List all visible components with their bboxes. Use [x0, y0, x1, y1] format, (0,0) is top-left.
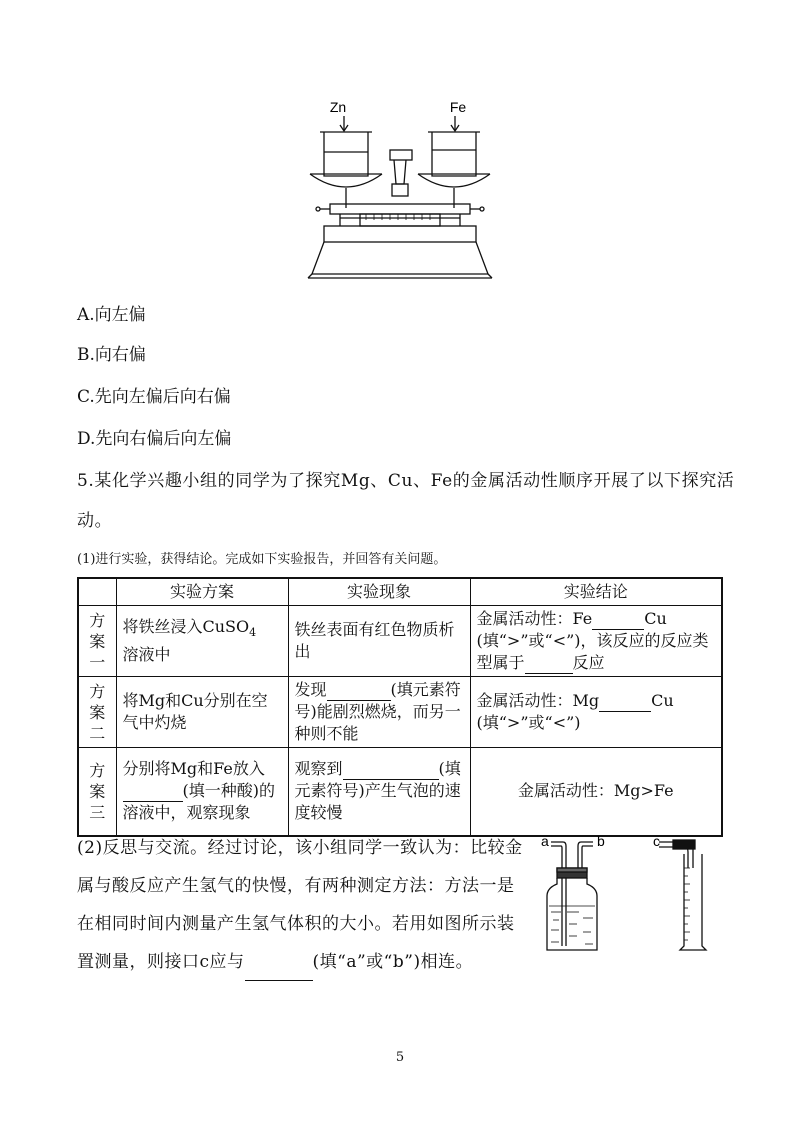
plan-label: 方 案 一: [78, 606, 116, 677]
option-c: C.先向左偏后向右偏: [77, 387, 231, 407]
page-number: 5: [395, 1050, 405, 1065]
fe-label: Fe: [449, 99, 467, 115]
table-row: [78, 748, 722, 836]
conclusion-cell: 金属活动性：Fe Cu (填“>”或“<”)，该反应的反应类型属于 反应: [470, 606, 722, 677]
balance-figure: [300, 92, 500, 287]
answer-blank[interactable]: [592, 611, 644, 630]
table-row: [78, 677, 722, 748]
label-a: a: [541, 833, 549, 849]
answer-blank[interactable]: [245, 962, 313, 981]
phenomenon-cell: 铁丝表面有红色物质析出: [288, 606, 470, 677]
method-cell: 分别将Mg和Fe放入(填一种酸)的溶液中，观察现象: [116, 748, 288, 836]
header-phenomenon: 实验现象: [288, 578, 470, 606]
plan-label: 方 案 二: [78, 677, 116, 748]
answer-blank[interactable]: [599, 693, 651, 712]
phenomenon-cell: 观察到 (填元素符号)产生气泡的速度较慢: [288, 748, 470, 836]
header-method: 实验方案: [116, 578, 288, 606]
question-5-text: 5.某化学兴趣小组的同学为了探究Mg、Cu、Fe的金属活动性顺序开展了以下探究活动。: [77, 471, 735, 531]
phenomenon-cell: 发现 (填元素符号)能剧烈燃烧，而另一种则不能: [288, 677, 470, 748]
experiment-table: [77, 577, 723, 837]
part-2-text: (2)反思与交流。经过讨论，该小组同学一致认为：比较金属与酸反应产生氢气的快慢，有两种测定方法：方法一是在相同时间内测量产生氢气体积的大小。若用如图所示装置测量，则接口c应与 (填“a”或“b”)相连。: [77, 829, 527, 981]
apparatus-figure: [535, 828, 725, 958]
method-cell: 将Mg和Cu分别在空气中灼烧: [116, 677, 288, 748]
zn-label: Zn: [329, 99, 347, 115]
label-c: c: [653, 833, 660, 849]
part-1-instruction: (1)进行实验，获得结论。完成如下实验报告，并回答有关问题。: [77, 552, 447, 567]
conclusion-cell: 金属活动性：Mg>Fe: [470, 748, 722, 836]
option-b: B.向右偏: [77, 345, 146, 365]
header-empty: [78, 578, 116, 606]
table-row: [78, 606, 722, 677]
table-header-row: [78, 578, 722, 606]
header-conclusion: 实验结论: [470, 578, 722, 606]
label-b: b: [597, 833, 605, 849]
option-d: D.先向右偏后向左偏: [77, 429, 232, 449]
plan-label: 方 案 三: [78, 748, 116, 836]
answer-blank[interactable]: [123, 783, 183, 802]
conclusion-cell: 金属活动性：Mg Cu (填“>”或“<”): [470, 677, 722, 748]
answer-blank[interactable]: [327, 682, 391, 701]
answer-blank[interactable]: [525, 655, 573, 674]
method-cell: 将铁丝浸入CuSO$_4$ 溶液中: [116, 606, 288, 677]
answer-blank[interactable]: [343, 761, 439, 780]
option-a: A.向左偏: [77, 305, 146, 325]
